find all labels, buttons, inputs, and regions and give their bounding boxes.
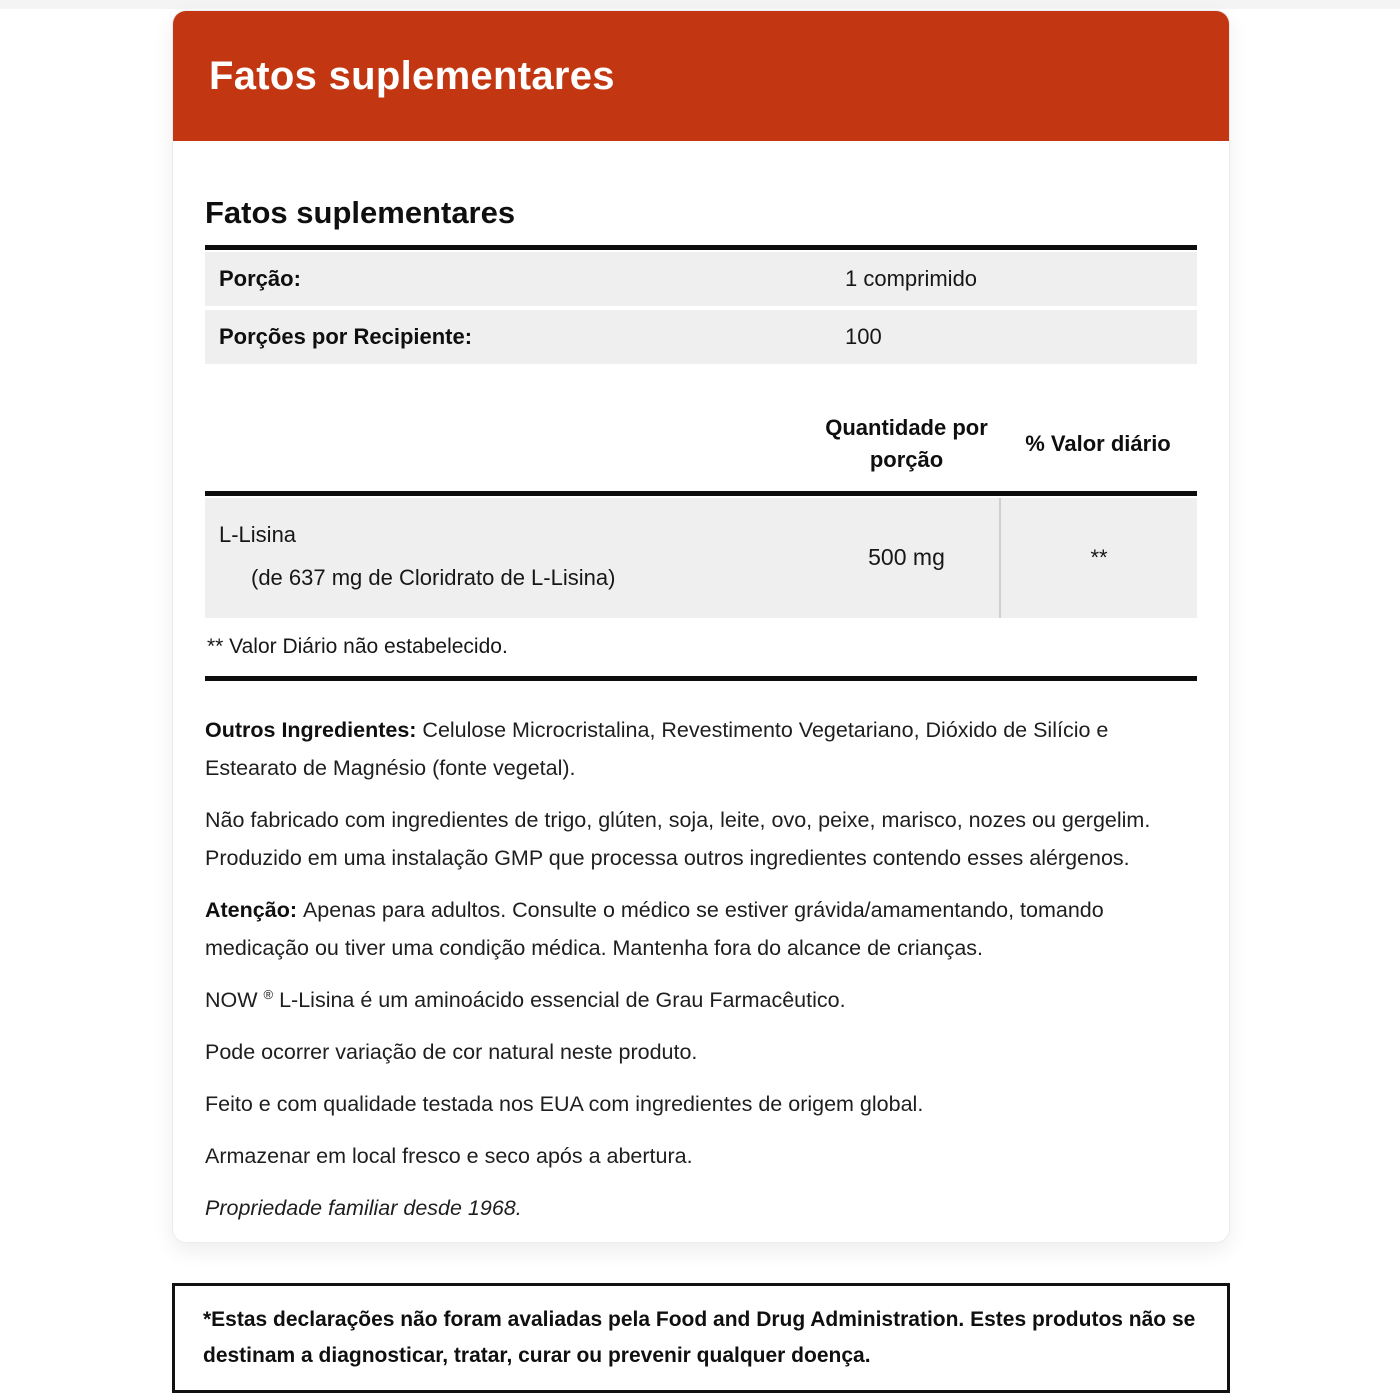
paragraph-segment: Outros Ingredientes: — [205, 717, 423, 742]
nutrient-row — [205, 498, 1197, 618]
nutrient-amount: 500 mg — [868, 544, 945, 571]
thick-rule-bottom — [205, 676, 1197, 681]
paragraph-segment: Não fabricado com ingredientes de trigo, glúten, soja, leite, ovo, peixe, marisco, nozes ou gergelim. Produzido em uma instalação GMP que processa outros ingredientes contendo esses alérgenos. — [205, 807, 1151, 870]
info-paragraph — [205, 1189, 1197, 1227]
nutrient-dv: ** — [999, 498, 1197, 618]
thick-rule-top — [205, 245, 1197, 250]
panel-body — [173, 195, 1229, 1227]
paragraph-segment: Propriedade familiar desde 1968. — [205, 1195, 522, 1220]
paragraph-segment: L-Lisina é um aminoácido essencial de Grau Farmacêutico. — [273, 987, 846, 1012]
info-paragraph — [205, 1085, 1197, 1123]
supplement-facts-panel — [172, 10, 1230, 1243]
info-paragraph — [205, 711, 1197, 787]
page-top-strip — [0, 0, 1400, 9]
serving-row-value: 1 comprimido — [845, 266, 978, 291]
serving-row — [205, 310, 1197, 364]
info-paragraph — [205, 891, 1197, 967]
info-paragraph — [205, 1137, 1197, 1175]
panel-header-title: Fatos suplementares — [209, 53, 615, 98]
serving-table — [205, 252, 1197, 364]
fda-disclaimer-box — [172, 1283, 1230, 1393]
serving-row — [205, 252, 1197, 306]
nutrient-column-headers — [205, 412, 1197, 476]
panel-header — [173, 11, 1229, 141]
paragraph-segment: NOW — [205, 987, 264, 1012]
paragraph-segment: Armazenar em local fresco e seco após a abertura. — [205, 1143, 693, 1168]
paragraph-segment: Atenção: — [205, 897, 303, 922]
serving-row-label: Porção: — [219, 266, 301, 291]
column-header-dv: % Valor diário — [1025, 430, 1171, 456]
paragraph-segment: Celulose Microcristalina, Revestimento Vegetariano, Dióxido de Silício e Estearato de Magnésio (fonte vegetal). — [205, 717, 1109, 780]
serving-row-value: 100 — [845, 324, 882, 349]
serving-row-label: Porções por Recipiente: — [219, 324, 473, 349]
nutrient-detail: (de 637 mg de Cloridrato de L-Lisina) — [251, 564, 616, 590]
fda-disclaimer-text: *Estas declarações não foram avaliadas pela Food and Drug Administration. Estes produtos não se destinam a diagnosticar, tratar, curar ou prevenir qualquer doença. — [203, 1308, 1196, 1367]
paragraph-segment: Feito e com qualidade testada nos EUA com ingredientes de origem global. — [205, 1091, 924, 1116]
info-paragraph — [205, 1033, 1197, 1071]
info-paragraphs — [205, 711, 1197, 1227]
info-paragraph — [205, 801, 1197, 877]
registered-mark: ® — [263, 986, 274, 1002]
column-header-amount: Quantidade por porção — [825, 415, 988, 472]
info-paragraph — [205, 981, 1197, 1019]
nutrient-name-cell — [205, 498, 814, 618]
panel-subtitle: Fatos suplementares — [205, 195, 516, 230]
paragraph-segment: Pode ocorrer variação de cor natural neste produto. — [205, 1039, 698, 1064]
paragraph-segment: Apenas para adultos. Consulte o médico se estiver grávida/amamentando, tomando medicação ou tiver uma condição médica. Mantenha fora do alcance de crianças. — [205, 897, 1104, 960]
nutrient-name: L-Lisina — [219, 521, 297, 547]
thick-rule-middle — [205, 491, 1197, 496]
dv-footnote: ** Valor Diário não estabelecido. — [207, 634, 508, 658]
nutrient-table — [205, 498, 1197, 618]
